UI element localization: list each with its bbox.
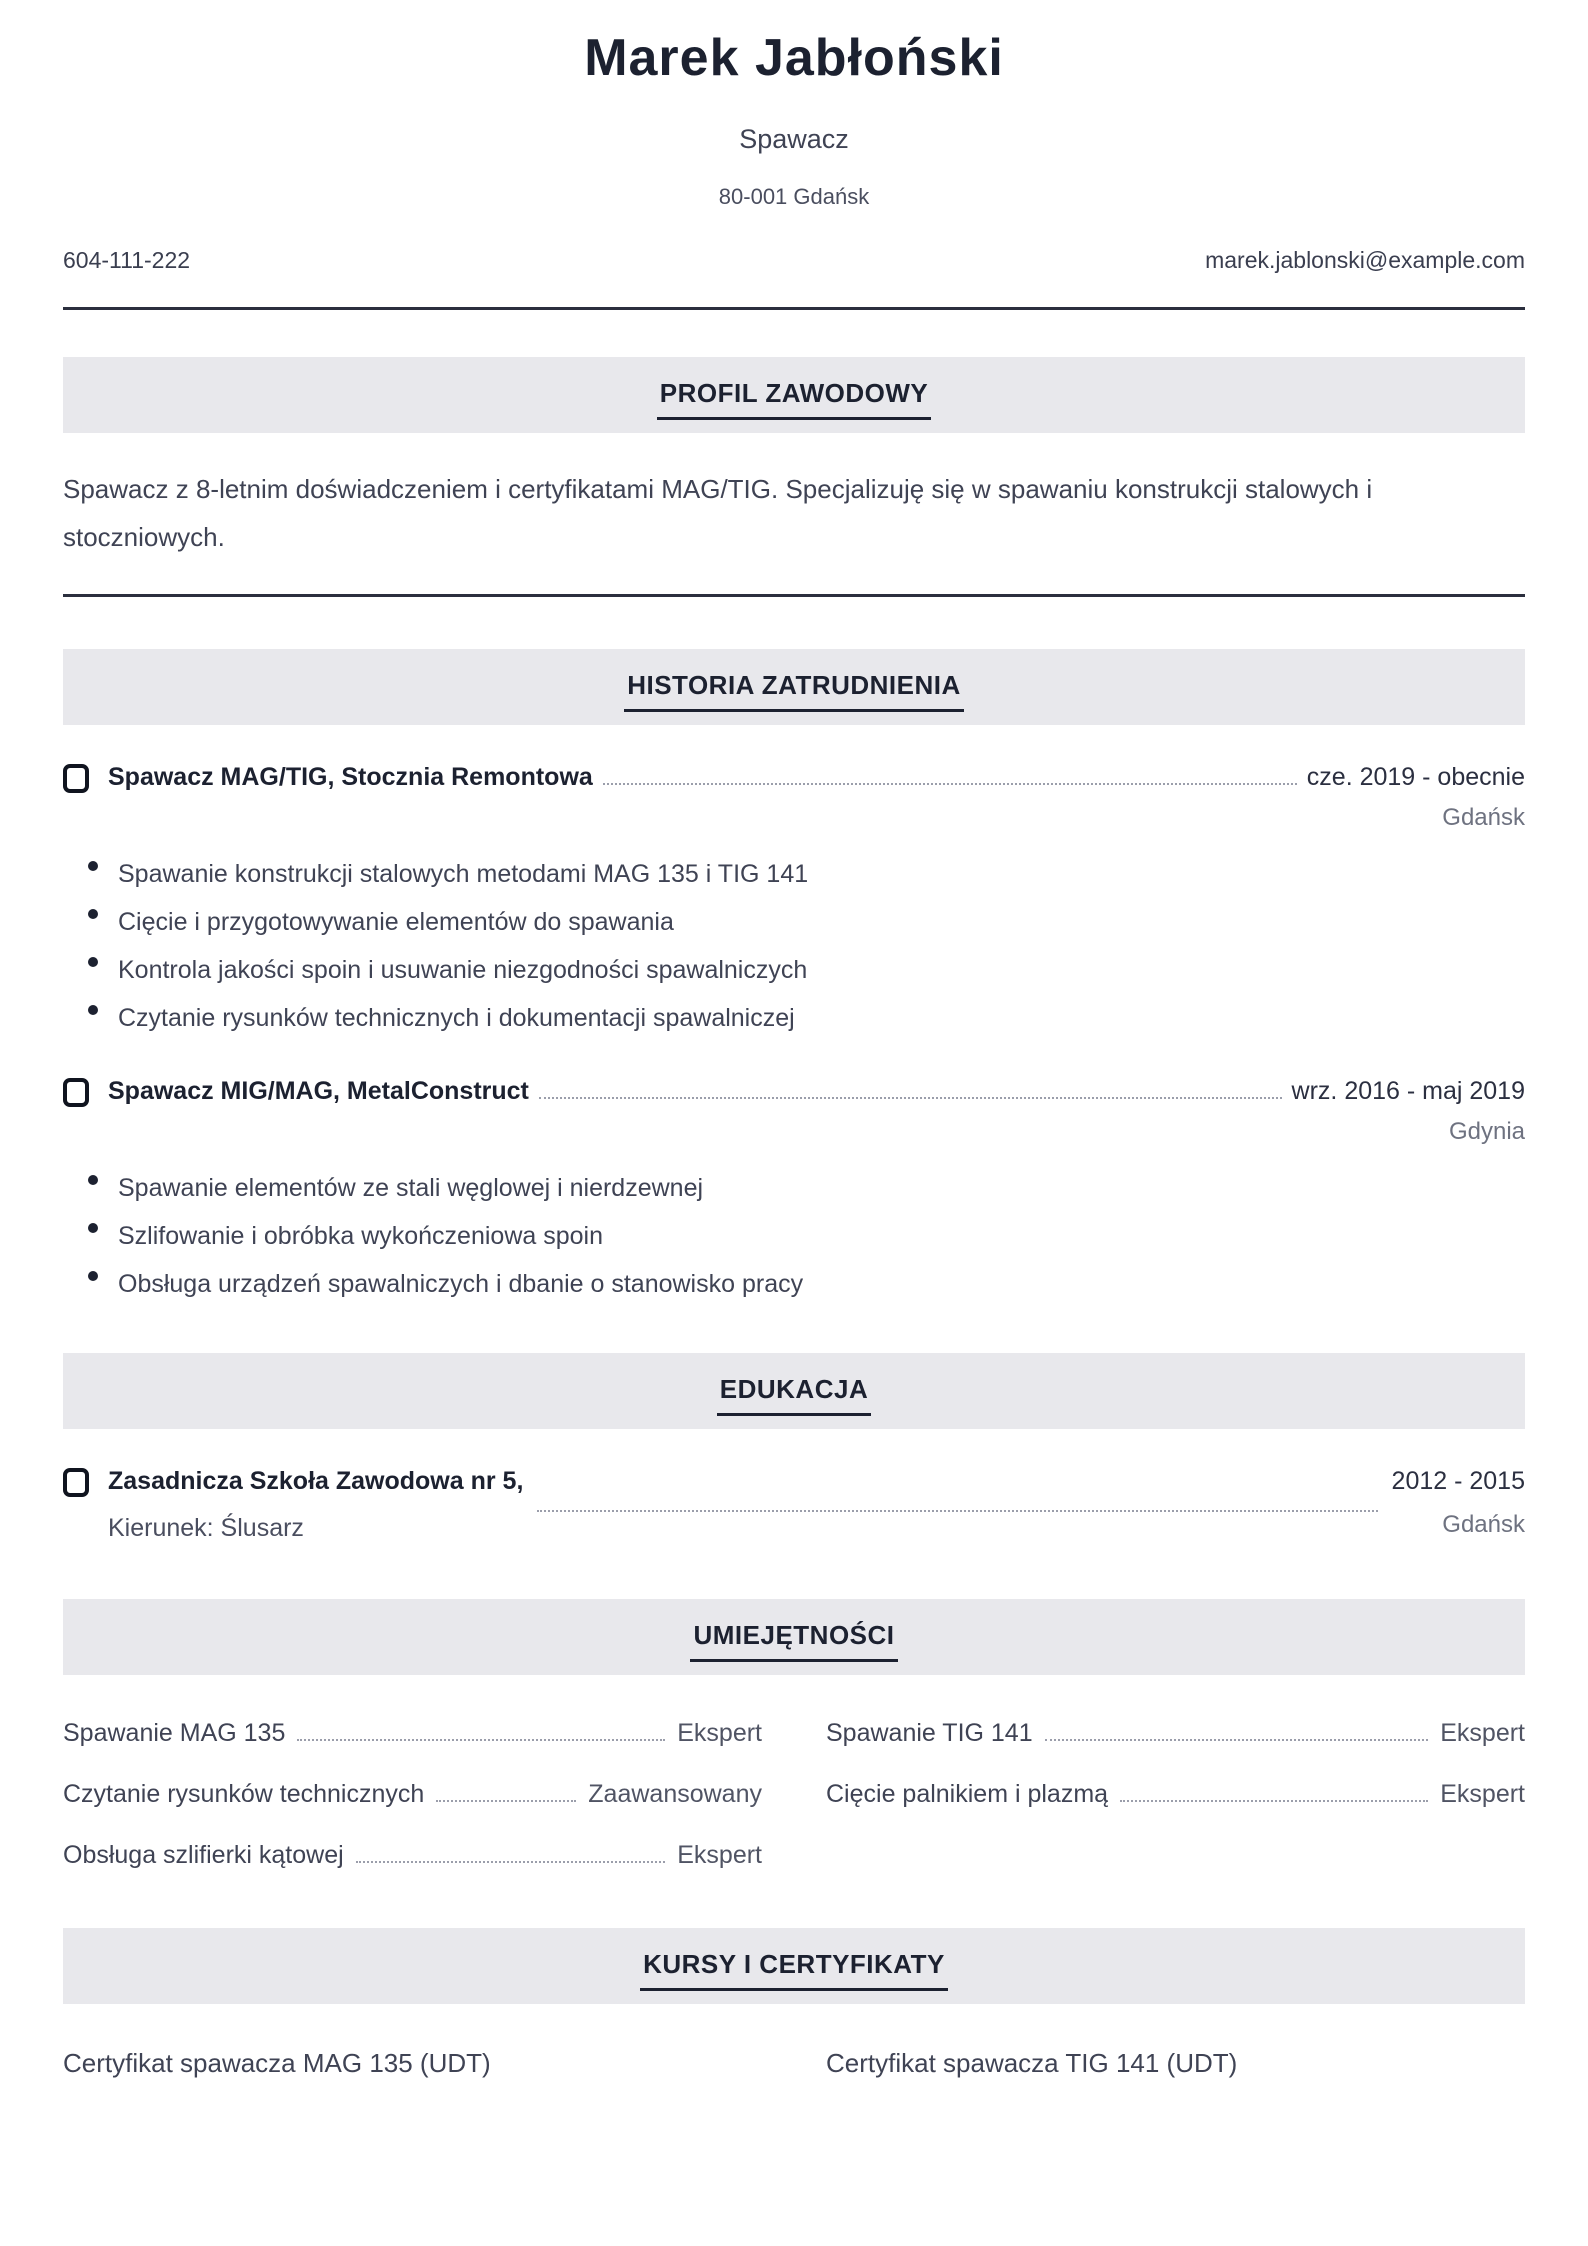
section-title-profile: PROFIL ZAWODOWY [657,378,931,420]
dotted-leader [537,1510,1377,1512]
skill-row [826,1780,1525,1809]
job-bullet-text: Spawanie konstrukcji stalowych metodami MAG 135 i TIG 141 [118,860,809,889]
job-entry [63,1077,1525,1297]
job-dates: wrz. 2016 - maj 2019 [1291,1077,1525,1106]
divider [63,594,1525,597]
person-name: Marek Jabłoński [584,29,1004,87]
skill-level: Ekspert [677,1841,762,1870]
education-school: Zasadnicza Szkoła Zawodowa nr 5, [108,1467,524,1496]
skill-name: Spawanie TIG 141 [826,1719,1033,1748]
job-title: Spawacz MIG/MAG, MetalConstruct [108,1077,529,1106]
job-bullet-text: Cięcie i przygotowywanie elementów do spawania [118,908,674,937]
bullet-icon [88,957,98,967]
education-location: Gdańsk [1442,1511,1525,1539]
person-address: 80-001 Gdańsk [718,184,870,209]
bullet-icon [88,1005,98,1015]
job-title-row [63,1077,1525,1107]
job-bullet-text: Obsługa urządzeń spawalniczych i dbanie o stanowisko pracy [118,1270,804,1299]
job-bullet [88,958,1525,983]
job-bullet [88,862,1525,887]
job-entry [63,763,1525,1031]
skill-name: Spawanie MAG 135 [63,1719,286,1748]
job-bullet [88,1006,1525,1031]
job-dates: cze. 2019 - obecnie [1306,763,1525,792]
skill-row [63,1719,762,1748]
job-bullet-list [63,862,1525,1031]
job-location: Gdynia [1448,1118,1525,1146]
contact-row [63,247,1525,274]
job-bullet-text: Spawanie elementów ze stali węglowej i nierdzewnej [118,1174,704,1203]
section-header-courses [63,1928,1525,2004]
skill-row [826,1719,1525,1748]
dotted-leader [539,1097,1282,1099]
checkbox-icon [63,764,89,793]
dotted-leader [297,1739,665,1741]
job-title: Spawacz MAG/TIG, Stocznia Remontowa [108,763,593,792]
person-email: marek.jablonski@example.com [1205,247,1525,273]
skill-row [63,1780,762,1809]
courses-grid [63,2048,1525,2079]
education-text-block [108,1467,523,1543]
bullet-icon [88,1175,98,1185]
skill-name: Cięcie palnikiem i plazmą [826,1780,1109,1809]
dotted-leader [436,1800,576,1802]
skill-name: Obsługa szlifierki kątowej [63,1841,344,1870]
course-item: Certyfikat spawacza TIG 141 (UDT) [826,2048,1238,2079]
checkbox-icon [63,1468,89,1497]
section-title-education: EDUKACJA [717,1374,871,1416]
education-field: Kierunek: Ślusarz [108,1514,304,1543]
dotted-leader [603,783,1297,785]
section-title-courses: KURSY I CERTYFIKATY [640,1949,948,1991]
section-title-skills: UMIEJĘTNOŚCI [690,1620,897,1662]
skill-level: Zaawansowany [588,1780,762,1809]
bullet-icon [88,909,98,919]
skill-level: Ekspert [677,1719,762,1748]
section-header-profile [63,357,1525,433]
bullet-icon [88,1223,98,1233]
dotted-leader [1120,1800,1428,1802]
job-bullet [88,1272,1525,1297]
dotted-leader [1045,1739,1429,1741]
profile-text: Spawacz z 8-letnim doświadczeniem i certyfikatami MAG/TIG. Specjalizuję się w spawaniu konstrukcji stalowych i stoczniowych. [63,474,1373,553]
job-bullet-text: Czytanie rysunków technicznych i dokumentacji spawalniczej [118,1004,795,1033]
job-bullet-list [63,1176,1525,1297]
person-job-title: Spawacz [739,124,849,154]
section-header-skills [63,1599,1525,1675]
person-phone: 604-111-222 [63,247,191,273]
education-dates: 2012 - 2015 [1391,1467,1525,1496]
section-header-employment [63,649,1525,725]
education-entry [63,1467,1525,1543]
dotted-leader [356,1861,666,1863]
skill-row [63,1841,762,1870]
skill-level: Ekspert [1440,1780,1525,1809]
job-bullet [88,910,1525,935]
skills-grid [63,1719,1525,1870]
skill-name: Czytanie rysunków technicznych [63,1780,425,1809]
divider [63,307,1525,310]
section-title-employment: HISTORIA ZATRUDNIENIA [624,670,964,712]
job-bullet [88,1224,1525,1249]
skill-level: Ekspert [1440,1719,1525,1748]
job-title-row [63,763,1525,793]
section-header-education [63,1353,1525,1429]
job-location: Gdańsk [1442,804,1525,832]
course-item: Certyfikat spawacza MAG 135 (UDT) [63,2048,491,2079]
education-left [63,1467,523,1543]
bullet-icon [88,1271,98,1281]
checkbox-icon [63,1078,89,1107]
job-bullet-text: Szlifowanie i obróbka wykończeniowa spoin [118,1222,603,1251]
job-bullet-text: Kontrola jakości spoin i usuwanie niezgodności spawalniczych [118,956,808,985]
education-right [1392,1467,1525,1543]
job-bullet [88,1176,1525,1201]
bullet-icon [88,861,98,871]
